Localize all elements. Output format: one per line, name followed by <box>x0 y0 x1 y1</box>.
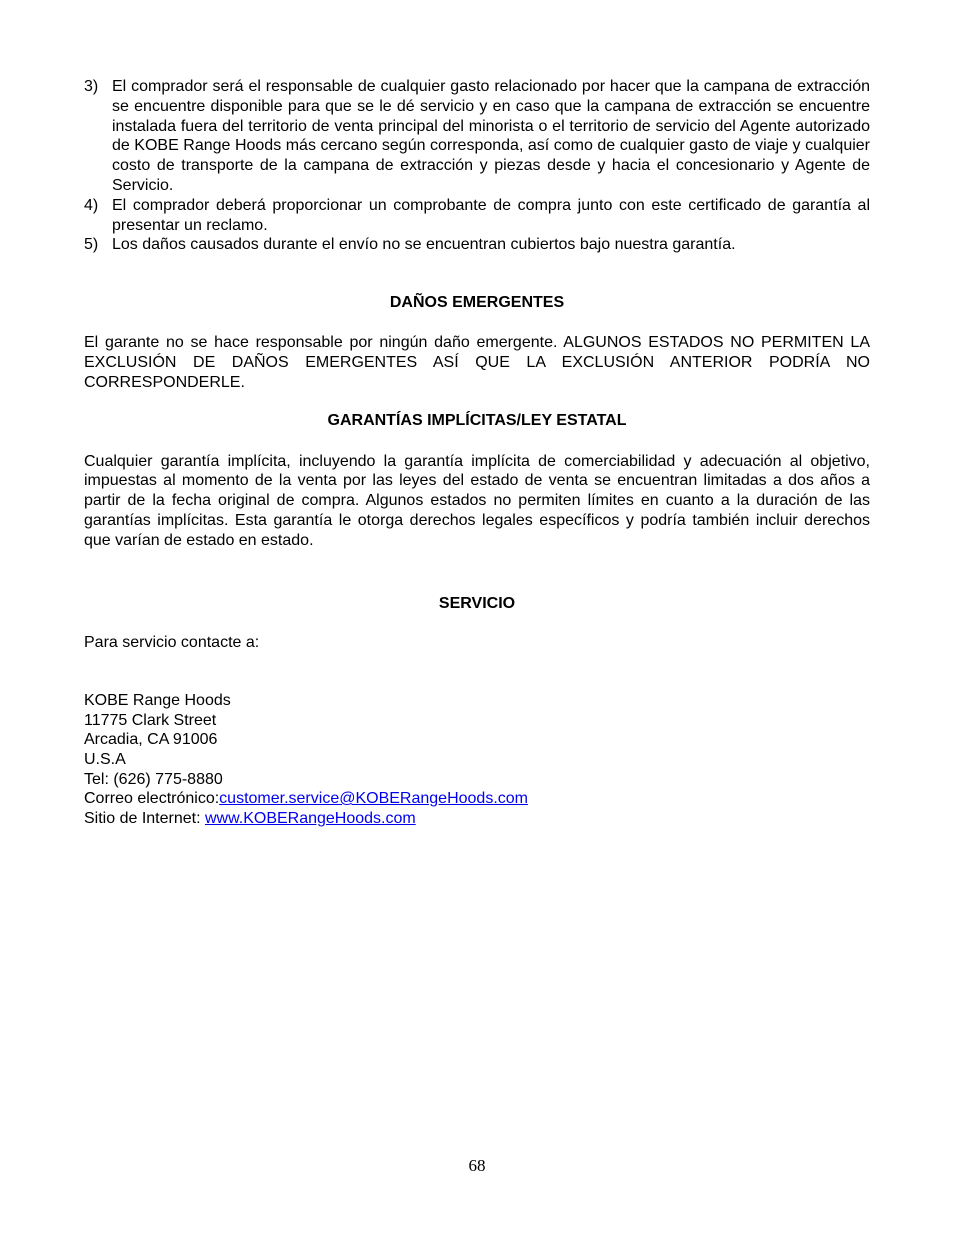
implied-warranties-body: Cualquier garantía implícita, incluyendo la garantía implícita de comerciabilidad y adecuación al objetivo, impuestas al momento de la venta por las leyes del estado de venta se encuentran limitadas a dos años a partir de la fecha original de compra. Algunos estados no permiten límites en cuanto a la duración de las garantías implícitas. Esta garantía le otorga derechos legales específicos y podría también incluir derechos que varían de estado en estado. <box>84 452 870 549</box>
list-item-text: Los daños causados durante el envío no se encuentran cubiertos bajo nuestra garantía. <box>112 236 736 254</box>
warranty-conditions-list <box>84 77 870 255</box>
country: U.S.A <box>84 750 126 768</box>
email-label: Correo electrónico: <box>84 790 220 808</box>
email-line <box>84 789 870 809</box>
city-state-zip: Arcadia, CA 91006 <box>84 731 218 749</box>
list-item-number: 4) <box>84 196 99 214</box>
list-item-number: 5) <box>84 236 99 254</box>
service-heading: SERVICIO <box>438 594 516 612</box>
company-name: KOBE Range Hoods <box>84 692 231 710</box>
service-intro: Para servicio contacte a: <box>84 633 260 651</box>
telephone: Tel: (626) 775-8880 <box>84 770 223 788</box>
consequential-damages-heading: DAÑOS EMERGENTES <box>389 294 565 312</box>
website-line <box>84 809 870 829</box>
list-item-text: El comprador deberá proporcionar un comprobante de compra junto con este certificado de garantía al presentar un reclamo. <box>112 196 870 234</box>
list-item <box>84 77 870 196</box>
implied-warranties-heading: GARANTÍAS IMPLÍCITAS/LEY ESTATAL <box>327 411 627 429</box>
email-link[interactable]: customer.service@KOBERangeHoods.com <box>219 790 528 808</box>
page-number: 68 <box>468 1156 486 1175</box>
list-item <box>84 196 870 236</box>
website-link[interactable]: www.KOBERangeHoods.com <box>204 809 416 827</box>
list-item-number: 3) <box>84 78 99 95</box>
list-item <box>84 235 870 255</box>
list-item-text: El comprador será el responsable de cualquier gasto relacionado por hacer que la campana de extracción se encuentre disponible para que se le dé servicio y en caso que la campana de extracción se encuentre instalada fuera del territorio de venta principal del minorista o el territorio de servicio del Agente autorizado de KOBE Range Hoods más cercano según corresponda, así como de cualquier gasto de viaje y cualquier costo de transporte de la campana de extracción y piezas desde y hacia el concesionario y Agente de Servicio. <box>112 78 870 194</box>
street-address: 11775 Clark Street <box>84 711 217 729</box>
document-page <box>84 77 870 828</box>
consequential-damages-body: El garante no se hace responsable por ningún daño emergente. ALGUNOS ESTADOS NO PERMITEN LA EXCLUSIÓN DE DAÑOS EMERGENTES ASÍ QUE LA EXCLUSIÓN ANTERIOR PODRÍA NO CORRESPONDERLE. <box>84 334 870 391</box>
contact-block <box>84 691 870 828</box>
website-label: Sitio de Internet: <box>84 809 205 827</box>
